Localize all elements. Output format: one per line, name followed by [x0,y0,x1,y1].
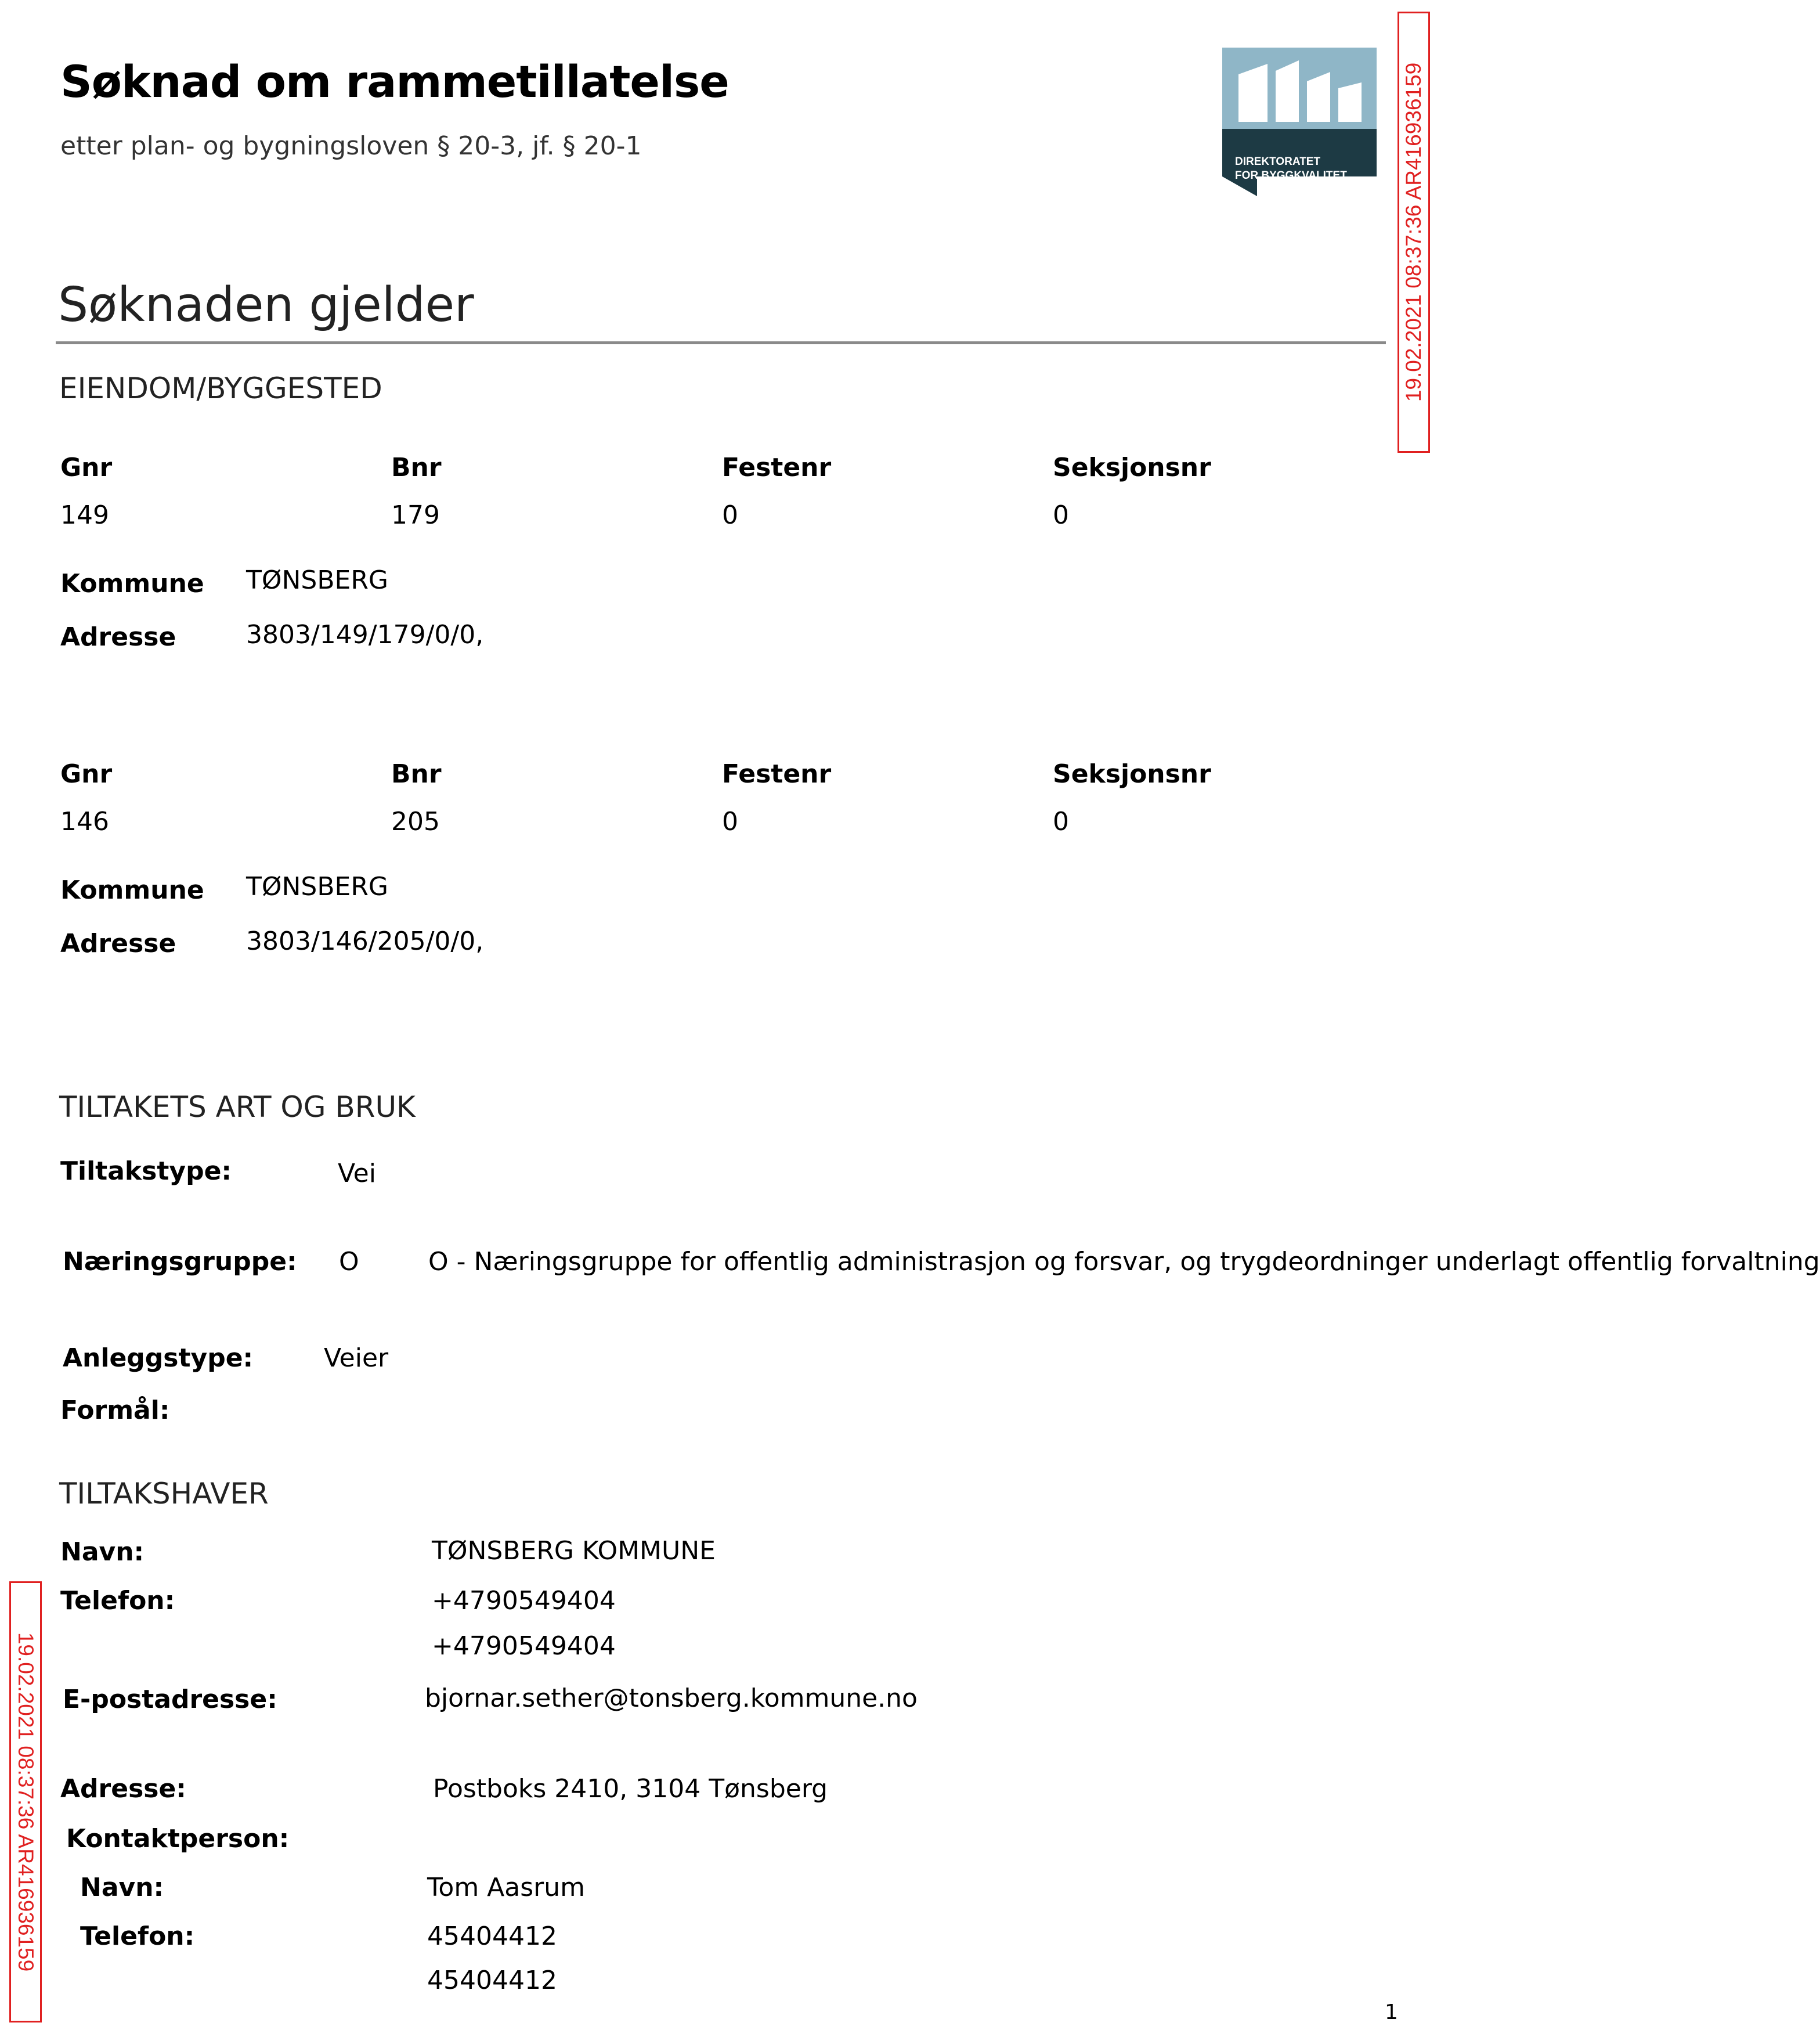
kontakt-telefon-label: Telefon: [80,1921,195,1951]
kommune-label: Kommune [60,875,204,905]
kommune-value: TØNSBERG [246,565,389,595]
gnr-value: 146 [60,807,109,837]
tiltakshaver-heading: TILTAKSHAVER [59,1477,269,1510]
naeringsgruppe-text: O - Næringsgruppe for offentlig administrasjon og forsvar, og trygdeordninger underlagt offentlig forvaltning [428,1247,1820,1277]
festenr-label: Festenr [722,759,832,789]
naeringsgruppe-label: Næringsgruppe: [63,1247,297,1277]
logo-text-line1: DIREKTORATET [1235,156,1321,168]
receipt-stamp-left [9,1581,42,2022]
kontakt-navn-label: Navn: [80,1873,164,1902]
gnr-label: Gnr [60,759,113,789]
kontakt-telefon-value: 45404412 [427,1921,557,1951]
bnr-label: Bnr [391,759,442,789]
document-title: Søknad om rammetillatelse [60,56,729,107]
kontaktperson-label: Kontaktperson: [66,1824,290,1854]
tiltakshaver-navn-value: TØNSBERG KOMMUNE [432,1536,716,1566]
tiltakshaver-telefon-value: +4790549404 [432,1586,616,1616]
eiendom-heading: EIENDOM/BYGGESTED [59,372,382,405]
tiltakshaver-telefon-label: Telefon: [60,1586,175,1616]
kommune-value: TØNSBERG [246,872,389,902]
bnr-value: 179 [391,500,440,530]
festenr-label: Festenr [722,453,832,482]
anleggstype-label: Anleggstype: [63,1343,254,1373]
seksjonsnr-label: Seksjonsnr [1053,453,1211,482]
gnr-value: 149 [60,500,109,530]
receipt-stamp-text: 19.02.2021 08:37:36 AR416936159 [1402,62,1425,402]
adresse-label: Adresse [60,929,176,958]
logo-text-line2: FOR BYGGKVALITET [1235,170,1347,182]
tiltakshaver-telefon-value: +4790549404 [432,1631,616,1661]
section-divider [56,341,1386,344]
receipt-stamp-right [1398,12,1430,453]
festenr-value: 0 [722,500,738,530]
tiltak-heading: TILTAKETS ART OG BRUK [59,1090,416,1124]
gnr-label: Gnr [60,453,113,482]
receipt-stamp-text: 19.02.2021 08:37:36 AR416936159 [14,1632,38,1972]
page-number: 1 [1385,2000,1398,2024]
kontakt-telefon-value: 45404412 [427,1966,557,1995]
dibk-logo [1222,48,1377,196]
formal-label: Formål: [60,1396,170,1425]
tiltakstype-value: Vei [338,1159,376,1188]
tiltakstype-label: Tiltakstype: [60,1156,232,1186]
seksjonsnr-label: Seksjonsnr [1053,759,1211,789]
bnr-label: Bnr [391,453,442,482]
seksjonsnr-value: 0 [1053,500,1069,530]
naeringsgruppe-code: O [339,1247,359,1277]
festenr-value: 0 [722,807,738,837]
epost-label: E-postadresse: [63,1685,277,1714]
adresse-value: 3803/146/205/0/0, [246,926,484,956]
document-subtitle: etter plan- og bygningsloven § 20-3, jf. § 20-1 [60,131,642,161]
kommune-label: Kommune [60,569,204,599]
kontakt-navn-value: Tom Aasrum [427,1873,585,1902]
tiltakshaver-adresse-label: Adresse: [60,1774,186,1804]
section-heading: Søknaden gjelder [58,277,474,333]
epost-value: bjornar.sether@tonsberg.kommune.no [425,1683,918,1713]
bnr-value: 205 [391,807,440,837]
adresse-label: Adresse [60,622,176,652]
seksjonsnr-value: 0 [1053,807,1069,837]
adresse-value: 3803/149/179/0/0, [246,620,484,650]
tiltakshaver-adresse-value: Postboks 2410, 3104 Tønsberg [433,1774,828,1804]
tiltakshaver-navn-label: Navn: [60,1537,145,1567]
anleggstype-value: Veier [324,1343,389,1373]
